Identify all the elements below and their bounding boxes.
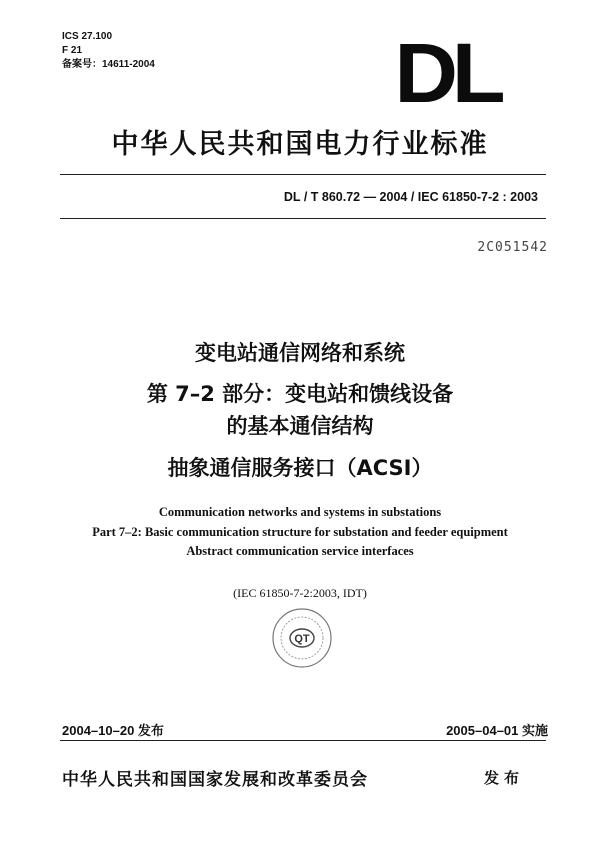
quality-seal-icon [271, 607, 333, 669]
issue-date: 2004–10–20 发布 [62, 723, 164, 738]
class-code: F 21 [62, 45, 83, 56]
header-rule [60, 174, 546, 175]
publisher-name: 中华人民共和国国家发展和改革委员会 [62, 770, 368, 790]
en-title-line-3: Abstract communication service interfaces [186, 544, 414, 558]
cn-title-line-1: 变电站通信网络和系统 [195, 341, 405, 365]
cn-title-line-3: 的基本通信结构 [226, 414, 374, 438]
footer-rule [60, 740, 546, 741]
code-rule [60, 218, 546, 219]
standard-code: DL / T 860.72 — 2004 / IEC 61850-7-2 : 2003 [283, 190, 538, 204]
standard-title: 中华人民共和国电力行业标准 [111, 129, 489, 160]
en-title-line-2: Part 7–2: Basic communication structure for substation and feeder equipment [92, 525, 508, 539]
implement-date: 2005–04–01 实施 [446, 723, 548, 738]
dl-logo: DL [394, 26, 500, 120]
ics-code: ICS 27.100 [62, 31, 113, 42]
record-number: 备案号：14611-2004 [62, 59, 155, 70]
serial-number: 2C051542 [477, 240, 548, 255]
publish-label: 发布 [484, 769, 525, 787]
equivalence-note: (IEC 61850-7-2:2003, IDT) [233, 586, 367, 600]
seal-text: QT [294, 633, 310, 645]
cn-title-line-4: 抽象通信服务接口（ACSI） [167, 456, 433, 480]
en-title-line-1: Communication networks and systems in substations [158, 505, 442, 519]
cn-title-line-2: 第 7–2 部分：变电站和馈线设备 [146, 382, 454, 406]
